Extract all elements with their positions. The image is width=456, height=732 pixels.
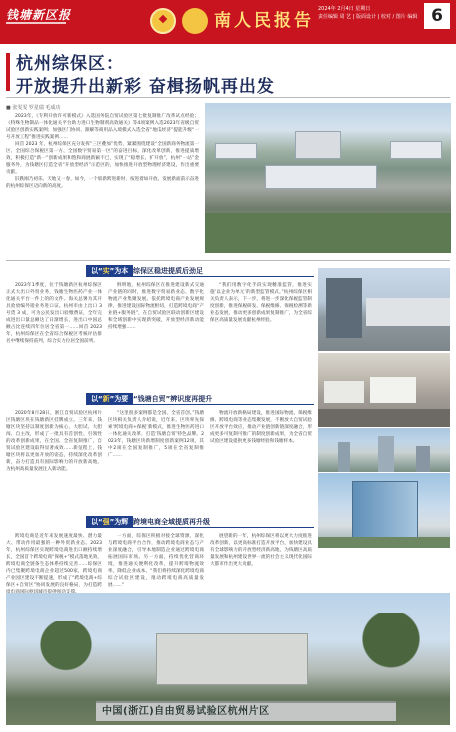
- office-tower-photo: [318, 473, 450, 548]
- national-emblem-icon: [150, 8, 176, 34]
- section-title: “钱塘自贸”辨识度再提升: [133, 395, 213, 403]
- body-column: 跨境电商是近年来发展速度最快、潜力最大、带动作用最强的一种外贸新业态。2023年，杭州综保区实现跨境电商进出口额持续增长，全国首个跨境电商“保税+”模式落地见效，跨境电商全链条生态体系持续完善……综保区内已集聚跨境电商企业超过500家，跨境电商产业园区建设不断提速，形成了“跨境电商+综保区+自贸区”协同发展的良好格局，为打造跨: [6, 534, 102, 588]
- green-belt: [205, 213, 451, 253]
- body-column: 2020年8月28日，浙江自贸试验区杭州片区钱塘区块在钱塘新区挂牌成立。三年来，钱塘区块坚持以制度创新为核心，大胆试、大胆闯、自主改，形成了一批具有首创性、引领性的改革创新成果，在全国、全省复制推广，自贸试验区建设取得显著成效……新征程上，钱塘区块将以更加开放的姿态，持续深化改革创新，奋力打造具有国际影响力的开放新高地，为杭州高质量发展注入新动能。: [6, 411, 102, 472]
- brand-logo: 钱塘新区报: [6, 8, 72, 22]
- headline-line-2: 开放提升出新彩 奋楫扬帆再出发: [16, 77, 275, 97]
- intro-paragraph: 回首 2023 年，杭州综保区充分发挥“三区叠加”优势，紧紧围绕建设“全国新商务物流第一区、全国综合保税区第一方、全国数字贸易第一区”的奋进目标，深化改革创新，推进提质增效，积极打造“新一”创新成果和饱和商展新颖不已，实现了“稳增长、扩开放”，杭州“一站”金服务外，为钱塘区打造全省“开放型经济”示范区的，加快推进开放型物理经济建设，作出重要贡献。: [6, 142, 199, 175]
- body-column: 鲜明地，杭州综保区在推进建设新式交通产业链的同时，推进数字贸易新业态、数字化物流产业集聚发展。依托跨境电商产业发展规律，推进建设国际物流枢纽，打造跨境电商“产业链+服务链”，在自贸试验区联动创新区建设和全域创新中实现新突破，开放型经济新动能持续增强……: [108, 283, 204, 330]
- section-header-1: [86, 265, 314, 277]
- headline-divider: [6, 97, 450, 98]
- hero-aerial-photo: [205, 103, 451, 253]
- issue-info: 2024年 2月4日 星期日 责任编辑 周 艺 | 版面设计 | 校对 / 图片 编辑: [318, 6, 418, 20]
- intro-paragraph: 旧跌刚乃初乐、天地又一春，如今，一个崭新跨进新时，按进着如开放、发展新面前示奋进的杭州综保区迈向新的高度。: [6, 177, 199, 189]
- section-underline: [86, 527, 314, 528]
- building-shape: [295, 131, 341, 159]
- section-tag: 以“新”为要: [86, 393, 133, 405]
- section-divider: [6, 260, 450, 261]
- paper-name: 南人民报告: [214, 11, 314, 31]
- building-shape: [156, 633, 308, 685]
- body-column: 2023年1季度，位于钱塘新区杭州综保区正式大出口外贸业务，钱塘生物医药产业一体化通关平台一件上的的文件。海关总署为其开具验放编外销业务进口证。杭州市由上出口 3 号货 3 成，可为公民发出口验缴费证，全年完成进出口量总额达了日渐增长，进出口中国总额占比连续四年位居全省第一……回首 2023 年，杭州综保区在全省综合保税区考核评估排名中继续保持前列，综合实力位居全国前列。: [6, 283, 102, 344]
- page-number: 6: [424, 3, 450, 29]
- intro-paragraph: 2023年，《专利开放许可新模式》入选国务院自贸试验区第七批复制推广改革试点经验；《特殊生物制品一体化通关平台助力进口生物制剂高效通关》等4项案例入选2023年省级自贸试验区创新实践案例；加强区门协同、跟解等商用品入境模式入选全省“地瓜经济”提能升级“一号开放工程”推进实践案例……: [6, 114, 199, 140]
- intro-text: [6, 113, 199, 259]
- section-title: 跨境电商全域提质再升级: [133, 518, 210, 526]
- building-shape: [390, 141, 442, 159]
- building-shape: [265, 165, 377, 189]
- section-header-3: [86, 516, 314, 528]
- body-column: 展望新的一年，杭州综保区将以更大力度推进改革创新，以更高标准打造开放平台，加快建设具有全球影响力的开放型经济新高地，为钱塘区高质量发展和杭州建设世界一流的社会主义现代化国际大都市作出更大贡献。: [210, 534, 312, 567]
- section-title: 综保区稳进提质后劲足: [133, 267, 203, 275]
- body-column: “我们用数字化手段实现精准监管，推进实施‘以企业为单元’的新型监管模式。”杭州综保区相关负责人表示，下一步，将进一步深化保税监管制度创新，推进保税研发、保税维修、保税检测等新业态发展，推动更多创新成果复制推广，为全省综保区高质量发展贡献杭州经验。: [210, 283, 312, 323]
- section-underline: [86, 404, 314, 405]
- brand-underline: [6, 22, 66, 24]
- tree-shape: [36, 621, 96, 699]
- body-column: “这里很多案例都是全国、全省首创。”钱塘区块相关负责人介绍说，近年来，区块率先探索‘跨境电商+保税’新模式，推进生物医药进口一体化通关改革，打造‘钱塘自贸’特色品牌。2023年，钱塘区块新增制度创新案例12项，其中2项在全国复制推广，5项在全省复制推广……: [108, 411, 204, 458]
- section-header-2: [86, 393, 314, 405]
- body-column: 物流开放新格局建设，推进国际物流、保税维修、跨境电商等业态集聚发展，不断放大自贸试验区开放平台效应，推动产业链创新链深度融合，形成更多可复制可推广的制度创新成果，为全省自贸试验区建设提供更多钱塘经验和钱塘样本。: [210, 411, 312, 444]
- section-underline: [86, 276, 314, 277]
- byline: ■ 张雯雯 罗星瑞 毛成功: [6, 105, 61, 111]
- warehouse-photo: [318, 268, 450, 351]
- gate-sign-text: 中国(浙江)自由贸易试验区杭州片区: [102, 706, 270, 717]
- free-trade-zone-gate-photo: [6, 593, 450, 725]
- section-tag: 以“强”为辉: [86, 516, 133, 528]
- cityscape-photo: [318, 428, 450, 472]
- headline-line-1: 杭州综保区：: [16, 54, 124, 74]
- tree-shape: [356, 613, 426, 699]
- building-shape: [215, 143, 257, 159]
- section-tag: 以“实”为本: [86, 265, 133, 277]
- party-emblem-icon: [182, 8, 208, 34]
- logistics-trucks-photo: [318, 353, 450, 427]
- headline-accent-bar: [6, 53, 10, 91]
- body-column: 一方面，综保区积极对接全球资源，深化与跨境电商平台合作，推动跨境电商业态与产业深度融合，引导本地制造企业通过跨境电商拓展国际市场。另一方面，持续优化营商环境，推进通关便利化改革，提升跨境物流效率，降低企业成本。“我们将持续深化跨境电商综合试验区建设，推动跨境电商高质量发展……”: [108, 534, 204, 588]
